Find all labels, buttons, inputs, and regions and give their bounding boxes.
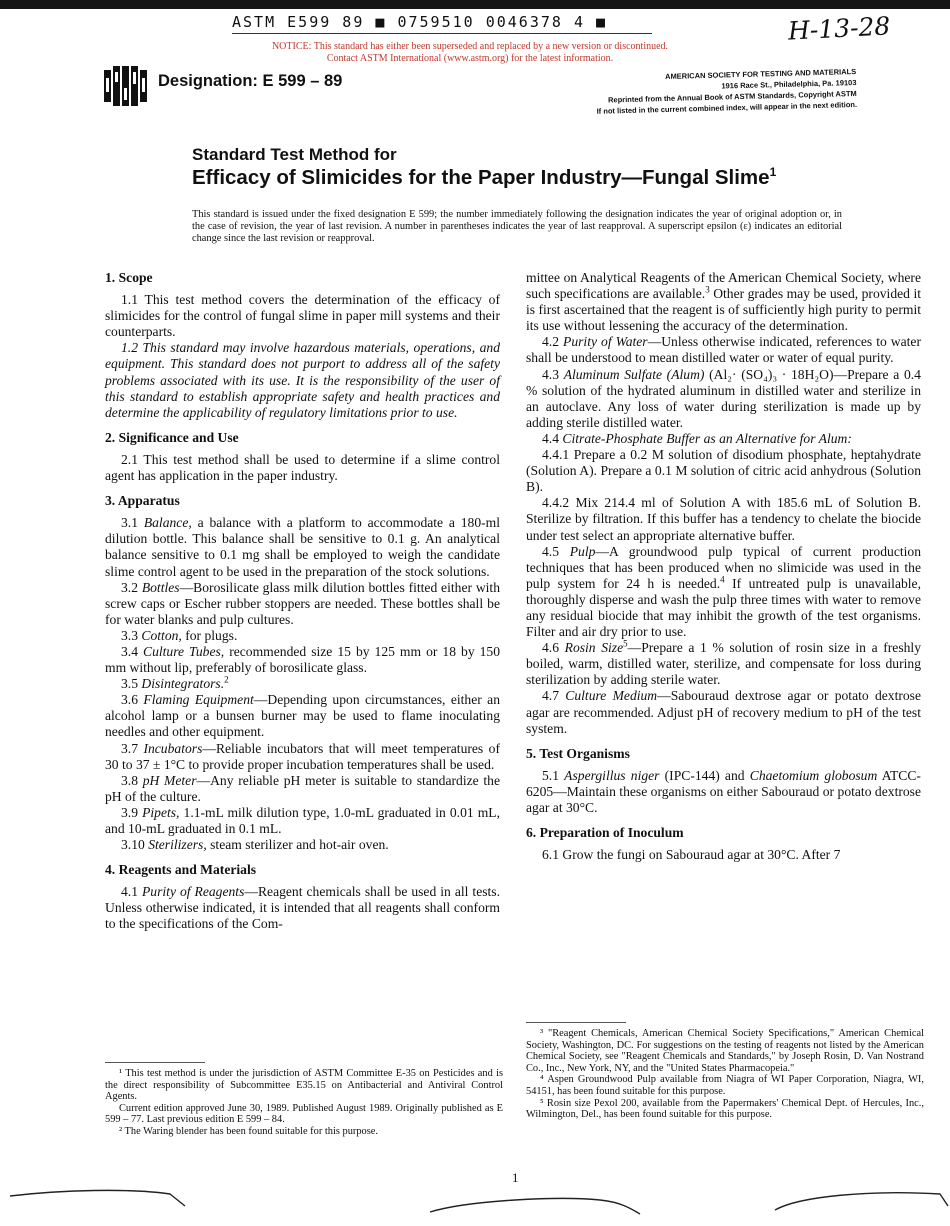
scan-top-bar	[0, 0, 950, 9]
para-text: Other grades may be used, provided it is first ascertained that the reagent is of sufficiently high purity to permit its use without lessening the accuracy of the determination.	[526, 286, 922, 334]
footnote-ref: 3	[705, 284, 710, 295]
reprint-note: Reprinted from the Annual Book of ASTM Standards, Copyright ASTM	[607, 88, 857, 105]
term: Incubators	[143, 740, 203, 756]
para-text: 1.1-mL milk dilution type, 1.0-mL graduated in 0.01 mL, and 10-mL graduated in 0.1 mL.	[105, 804, 500, 836]
para-text: —Depending upon circumstances, either an alcohol lamp or a bunsen burner may be used to flame inoculating needles and other equipment.	[105, 692, 500, 740]
term: Balance,	[143, 515, 192, 531]
footnote-1: ¹ This test method is under the jurisdiction of ASTM Committee E-35 on Pesticides and is the direct responsibility of Subcommittee E35.15 on Antibacterial and Antiviral Control Agents.	[105, 1068, 503, 1103]
para-3-7	[105, 741, 500, 773]
footnote-ref: 2	[224, 674, 229, 685]
designation: Designation: E 599 – 89	[158, 72, 343, 90]
notice-line-1: NOTICE: This standard has either been superseded and replaced by a new version or discontinued.	[271, 41, 669, 52]
footnotes-left	[105, 1068, 503, 1138]
section-heading-reagents: 4. Reagents and Materials	[105, 862, 257, 878]
para-4-4-1: 4.4.1 Prepare a 0.2 M solution of disodium phosphate, heptahydrate (Solution A). Prepare a 0.1 M solution of citric acid anhydrous (Solution B).	[526, 447, 921, 495]
para-num: 3.9	[121, 804, 138, 820]
issuance-note: This standard is issued under the fixed designation E 599; the number immediately following the designation indicates the year of original adoption or, in the case of revision, the year of last revision. A number in parentheses indicates the year of last reapproval. A superscript epsilon (ε) indicates an editorial change since the last revision or reapproval.	[192, 209, 842, 244]
scan-edge-mark-left	[10, 1190, 185, 1206]
footnote-ref: 5	[623, 638, 628, 649]
para-text: —Any reliable pH meter is suitable to standardize the pH of the culture.	[105, 772, 500, 804]
para-num: 3.3	[121, 627, 138, 643]
para-text: —Sabouraud dextrose agar or potato dextrose agar are recommended. Adjust pH of recovery medium to pH of the test system.	[526, 688, 922, 736]
para-3-5	[105, 676, 500, 692]
para-num: 3.1	[121, 515, 138, 531]
para-4-2	[526, 334, 921, 366]
para-num: 3.8	[121, 772, 138, 788]
footnote-2: ² The Waring blender has been found suitable for this purpose.	[119, 1125, 378, 1137]
footnote-1-edition: Current edition approved June 30, 1989. Published August 1989. Originally published as E 599 – 77. Last previous edition E 599 – 84.	[105, 1102, 503, 1126]
para-text: (IPC-144) and	[664, 767, 745, 783]
para-4-3	[526, 367, 921, 431]
para-3-6	[105, 692, 500, 740]
section-heading-apparatus: 3. Apparatus	[105, 493, 180, 509]
para-4-6	[526, 640, 921, 688]
para-num: 4.6	[542, 640, 559, 656]
title-line-1: Standard Test Method for	[192, 145, 397, 164]
para-text: (Al₂· (SO₄)₃ · 18H₂O)—Prepare a 0.4 % solution of the hydrated aluminum in distilled water and sterilize in an autoclave. Any loss of water during sterilization is made up by adding sterile distilled water.	[526, 366, 921, 430]
footnotes-right	[526, 1028, 924, 1121]
term: Citrate-Phosphate Buffer as an Alternative for Alum:	[562, 430, 852, 446]
section-heading-test-organisms: 5. Test Organisms	[526, 745, 630, 761]
astm-logo-icon	[102, 64, 150, 113]
section-heading-scope: 1. Scope	[105, 270, 153, 285]
para-text: for plugs.	[185, 627, 238, 643]
para-text: steam sterilizer and hot-air oven.	[210, 837, 389, 853]
term: Purity of Reagents	[142, 884, 245, 900]
para-num: 4.1	[121, 884, 138, 900]
para-num: 5.1	[542, 767, 559, 783]
page-number: 1	[512, 1170, 519, 1185]
para-num: 3.2	[121, 579, 138, 595]
term: Culture Tubes,	[143, 643, 225, 659]
para-text: —Reagent chemicals shall be used in all tests. Unless otherwise indicated, it is intended that all reagents shall conform to the specifications of the Com-	[105, 884, 500, 932]
term: Purity of Water	[563, 334, 648, 350]
scan-edge-marks	[0, 1178, 950, 1226]
para-1-2	[105, 340, 500, 420]
para-text: a balance with a platform to accommodate a 180-ml dilution bottle. This balance shall be sensitive to 0.1 g. An analytical balance sensitive to 0.1 mg shall be employed to weigh the candidate slime control agent to be used in the preparation of the stock solutions.	[105, 515, 501, 579]
footnote-rule-left	[105, 1062, 205, 1063]
para-4-1-continued	[526, 270, 921, 334]
para-num: 3.4	[121, 643, 138, 659]
para-text: —A groundwood pulp typical of current production techniques that has been produced when no slimicide was used in the pulp system for 24 h is needed.	[526, 543, 922, 591]
para-3-8	[105, 773, 500, 805]
para-num: 4.3	[542, 366, 559, 382]
term: Cotton,	[141, 627, 182, 643]
section-heading-significance: 2. Significance and Use	[105, 429, 239, 445]
para-5-1	[526, 768, 921, 816]
para-num: 4.4	[542, 430, 559, 446]
term: Pipets,	[142, 804, 180, 820]
para-4-4-2: 4.4.2 Mix 214.4 ml of Solution A with 185.6 mL of Solution B. Sterilize by filtration. If this buffer has a tendency to chelate the biocide under test select an appropriate alternative buffer.	[526, 495, 921, 543]
para-6-1: 6.1 Grow the fungi on Sabouraud agar at 30°C. After 7	[542, 847, 841, 863]
title-main: Efficacy of Slimicides for the Paper Industry—Fungal Slime	[192, 166, 770, 189]
scan-edge-mark-right	[775, 1193, 948, 1210]
term: Rosin Size	[564, 640, 624, 656]
para-num: 3.10	[121, 837, 145, 853]
para-text: ATCC-6205—Maintain these organisms on either Sabouraud or potato dextrose agar at 30°C.	[526, 767, 921, 815]
title-footnote-mark: 1	[769, 165, 777, 180]
society-address: 1916 Race St., Philadelphia, Pa. 19103	[721, 77, 857, 91]
term: pH Meter	[142, 772, 197, 788]
footnote-ref: 4	[720, 574, 725, 585]
term: Bottles	[141, 579, 180, 595]
para-3-2	[105, 580, 500, 628]
barcode-line: ASTM E599 89 ■ 0759510 0046378 4 ■	[232, 13, 652, 34]
para-3-3	[105, 628, 500, 644]
para-3-10	[105, 837, 500, 853]
footnote-3: ³ "Reagent Chemicals, American Chemical Society Specifications," American Chemical Society, Washington, DC. For suggestions on the testing of reagents not listed by the American Chemical Society, see "Reagent Chemicals and Standards," by Joseph Rosin, D. Van Nostrand Co., Inc., New York, NY, and the "United States Pharmacopeia."	[526, 1028, 924, 1074]
para-4-4	[526, 431, 921, 447]
para-2-1: 2.1 This test method shall be used to determine if a slime control agent has application in the paper industry.	[105, 451, 500, 484]
notice-line-2: Contact ASTM International (www.astm.org) for the latest information.	[326, 53, 614, 64]
para-4-7	[526, 688, 921, 736]
footnote-4: ⁴ Aspen Groundwood Pulp available from Niagra of WI Paper Corporation, Niagra, WI, 54151, has been found suitable for this purpose.	[526, 1074, 924, 1097]
para-1-2-text: 1.2 This standard may involve hazardous materials, operations, and equipment. This standard does not purport to address all of the safety problems associated with its use. It is the responsibility of the user of this standard to establish appropriate safety and health practices and determine the applicability of regulatory limitations prior to use.	[105, 340, 500, 420]
para-num: 4.2	[542, 334, 559, 350]
para-text: If untreated pulp is unavailable, thoroughly disperse and wash the pulp three times with water to remove any residual biocide that may inhibit the growth of the test organisms. Filter and air dry prior to use.	[526, 575, 921, 640]
para-text: mittee on Analytical Reagents of the American Chemical Society, where such specifications are available.	[526, 270, 921, 302]
para-3-9	[105, 805, 500, 837]
para-num: 3.7	[121, 740, 138, 756]
section-heading-inoculum: 6. Preparation of Inoculum	[526, 825, 684, 841]
index-note: If not listed in the current combined index, will appear in the next edition.	[596, 99, 858, 116]
handwritten-note: H-13-28	[787, 11, 892, 46]
term: Sterilizers,	[148, 837, 207, 853]
para-1-1: 1.1 This test method covers the determination of the efficacy of slimicides for the control of fungal slime in paper mill systems and their counterparts.	[105, 292, 500, 340]
para-3-4	[105, 644, 500, 676]
term: Aluminum Sulfate (Alum)	[563, 366, 705, 382]
para-num: 4.7	[542, 688, 559, 704]
term: Pulp	[569, 543, 596, 559]
term: Culture Medium	[565, 688, 658, 704]
left-column	[105, 270, 500, 933]
scan-edge-mark-center	[430, 1199, 640, 1215]
footnote-rule-right	[526, 1022, 626, 1023]
para-num: 4.5	[542, 543, 559, 559]
society-block	[536, 66, 857, 118]
para-4-5	[526, 544, 921, 641]
term: Flaming Equipment	[143, 692, 254, 708]
footnote-5: ⁵ Rosin size Pexol 200, available from the Papermakers' Chemical Dept. of Hercules, Inc., Wilmington, Del., has been found suitable for this purpose.	[526, 1097, 924, 1121]
para-text: —Prepare a 1 % solution of rosin size in a freshly boiled, warm, distilled water, sterilize, and compensate for loss during sterilization by adding sterile water.	[526, 640, 921, 688]
para-num: 3.5	[121, 676, 138, 692]
society-name: AMERICAN SOCIETY FOR TESTING AND MATERIALS	[664, 66, 857, 81]
right-column	[526, 270, 921, 863]
title-line-2	[192, 166, 776, 190]
para-text: —Reliable incubators that will meet temperatures of 30 to 37 ± 1°C to provide proper incubation temperatures shall be used.	[105, 740, 500, 772]
para-num: 3.6	[121, 692, 138, 708]
para-4-1	[105, 884, 500, 932]
term: Chaetomium globosum	[749, 767, 878, 783]
para-3-1	[105, 515, 500, 579]
para-text: —Borosilicate glass milk dilution bottles fitted either with screw caps or Escher rubber stoppers are needed. These bottles shall be for water blanks and pulp cultures.	[105, 579, 500, 627]
term: Disintegrators.	[141, 676, 225, 692]
para-text: recommended size 15 by 125 mm or 18 by 150 mm without lip, preferably of borosilicate glass.	[105, 643, 501, 676]
para-text: —Unless otherwise indicated, references to water shall be understood to mean distilled water or water of equal purity.	[526, 334, 921, 366]
term: Aspergillus niger	[564, 767, 660, 783]
